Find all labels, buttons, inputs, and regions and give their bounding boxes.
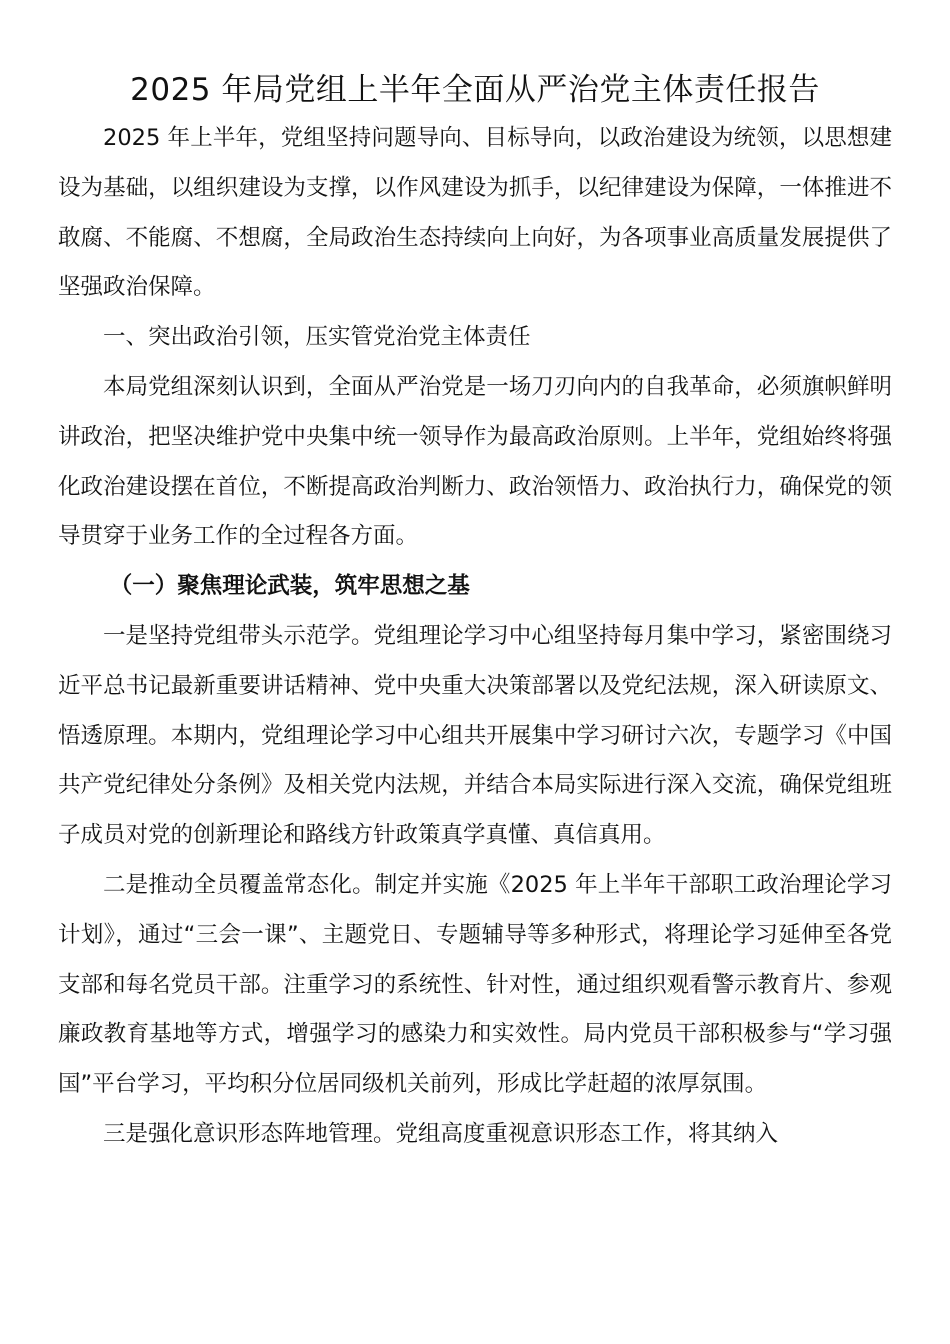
point-3-paragraph: 三是强化意识形态阵地管理。党组高度重视意识形态工作，将其纳入 bbox=[103, 1120, 779, 1147]
point-2-paragraph: 二是推动全员覆盖常态化。制定并实施《2025 年上半年干部职工政治理论学习计划》，通过“三会一课”、主题党日、专题辅导等多种形式，将理论学习延伸至各党支部和每名党员干部。注重学习的系统性、针对性，通过组织观看警示教育片、参观廉政教育基地等方式，增强学习的感染力和实效性。局内党员干部积极参与“学习强国”平台学习，平均积分位居同级机关前列，形成比学赶超的浓厚氛围。 bbox=[58, 871, 892, 1098]
subsection-1-heading: （一）聚焦理论武装，筑牢思想之基 bbox=[109, 573, 470, 600]
point-1-paragraph: 一是坚持党组带头示范学。党组理论学习中心组坚持每月集中学习，紧密围绕习近平总书记最新重要讲话精神、党中央重大决策部署以及党纪法规，深入研读原文、悟透原理。本期内，党组理论学习中心组共开展集中学习研讨六次，专题学习《中国共产党纪律处分条例》及相关党内法规，并结合本局实际进行深入交流，确保党组班子成员对党的创新理论和路线方针政策真学真懂、真信真用。 bbox=[58, 622, 892, 849]
document-title: 2025 年局党组上半年全面从严治党主体责任报告 bbox=[130, 72, 820, 108]
section-1-paragraph: 本局党组深刻认识到，全面从严治党是一场刀刃向内的自我革命，必须旗帜鲜明讲政治，把坚决维护党中央集中统一领导作为最高政治原则。上半年，党组始终将强化政治建设摆在首位，不断提高政治判断力、政治领悟力、政治执行力，确保党的领导贯穿于业务工作的全过程各方面。 bbox=[58, 373, 892, 550]
intro-paragraph: 2025 年上半年，党组坚持问题导向、目标导向，以政治建设为统领，以思想建设为基础，以组织建设为支撑，以作风建设为抓手，以纪律建设为保障，一体推进不敢腐、不能腐、不想腐，全局政治生态持续向上向好，为各项事业高质量发展提供了坚强政治保障。 bbox=[58, 125, 892, 301]
section-1-heading: 一、突出政治引领，压实管党治党主体责任 bbox=[103, 324, 531, 351]
